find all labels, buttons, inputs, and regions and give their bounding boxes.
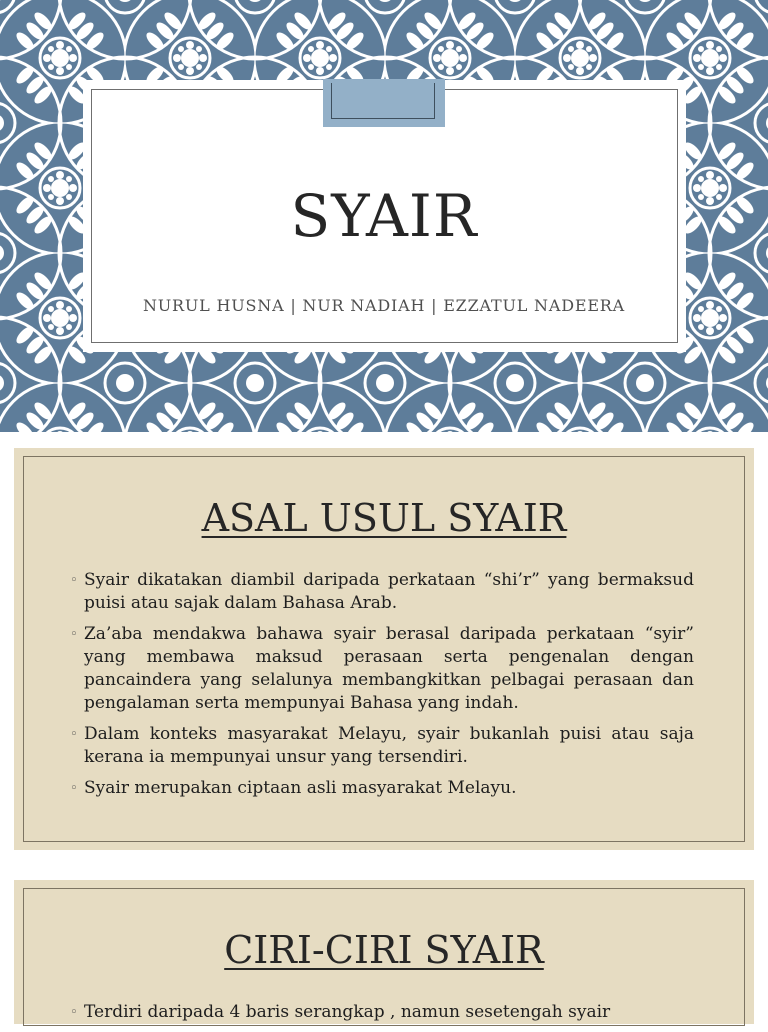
slide-subtitle-authors: NURUL HUSNA | NUR NADIAH | EZZATUL NADEERA <box>142 296 626 315</box>
bullet-text: Dalam konteks masyarakat Melayu, syair bukanlah puisi atau saja kerana ia mempunyai unsur yang tersendiri. <box>84 724 694 767</box>
bullet-icon: ◦ <box>70 627 78 642</box>
list-item <box>70 777 694 800</box>
bullet-list <box>70 1001 694 1032</box>
title-tab-decoration <box>323 79 445 127</box>
bullet-text: Terdiri daripada 4 baris serangkap , namun sesetengah syair <box>84 1002 611 1022</box>
bullet-icon: ◦ <box>70 727 78 742</box>
content-slide-asal-usul <box>14 448 754 850</box>
bullet-list <box>70 569 694 808</box>
list-item <box>70 723 694 769</box>
slide-heading: CIRI-CIRI SYAIR <box>224 928 544 972</box>
bullet-text: Syair dikatakan diambil daripada perkataan “shi’r” yang bermaksud puisi atau sajak dalam Bahasa Arab. <box>84 570 694 613</box>
bullet-icon: ◦ <box>70 573 78 588</box>
content-slide-ciri-ciri <box>14 880 754 1024</box>
list-item <box>70 569 694 615</box>
bullet-icon: ◦ <box>70 1005 78 1020</box>
list-item <box>70 1001 694 1024</box>
bullet-icon: ◦ <box>70 781 78 796</box>
slide-title: SYAIR <box>290 182 478 250</box>
slide-heading: ASAL USUL SYAIR <box>201 496 567 540</box>
title-tab-inner <box>331 83 435 119</box>
title-slide <box>0 0 768 432</box>
bullet-text: Syair merupakan ciptaan asli masyarakat Melayu. <box>84 778 517 798</box>
list-item <box>70 623 694 715</box>
bullet-text: Za’aba mendakwa bahawa syair berasal daripada perkataan “syir” yang membawa maksud perasaan serta pengenalan dengan pancaindera yang selalunya membangkitkan pelbagai perasaan dan pengalaman serta mempunyai Bahasa yang indah. <box>84 624 694 713</box>
